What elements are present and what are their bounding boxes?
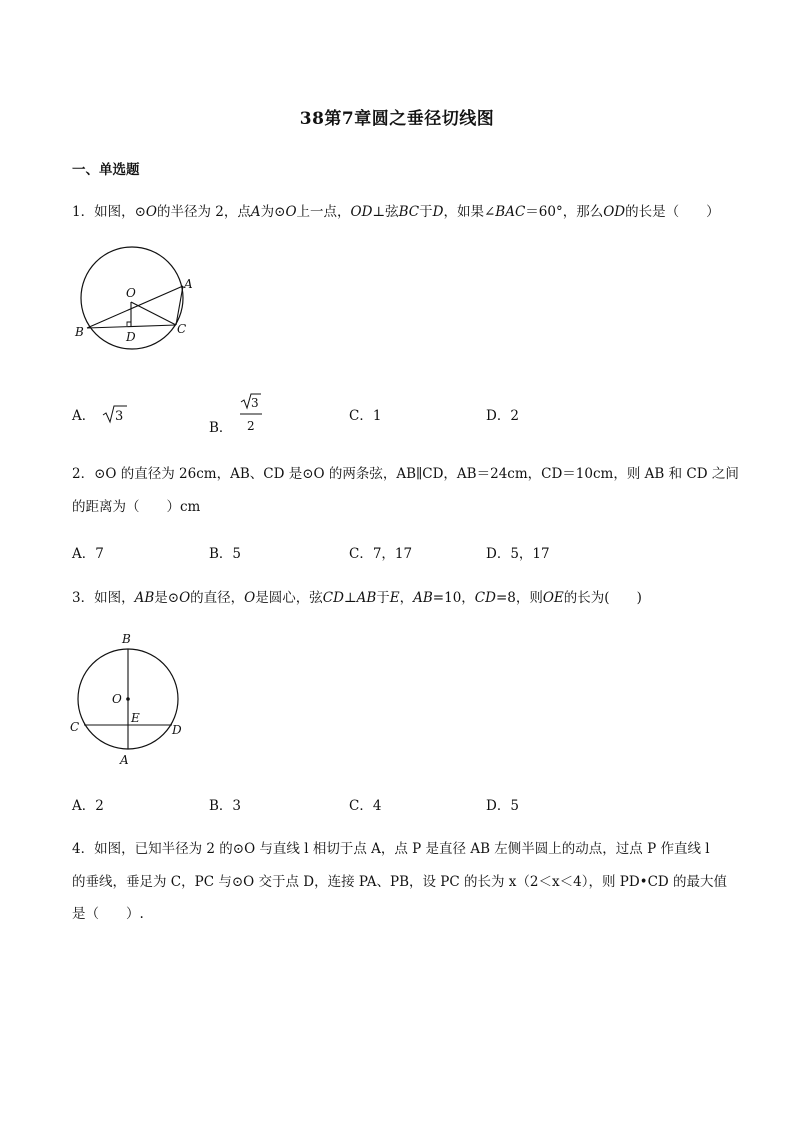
label-C: C: [70, 720, 80, 734]
label-B: B: [122, 632, 131, 646]
q3-option-a[interactable]: A．2: [72, 798, 104, 814]
q1-option-c[interactable]: C．1: [349, 408, 382, 424]
label-O: O: [126, 286, 136, 300]
question-4-line-1: 4．如图，已知半径为 2 的⊙O 与直线 l 相切于点 A，点 P 是直径 AB 左侧半圆上的动点，过点 P 作直线 l: [72, 841, 710, 857]
label-O: O: [112, 692, 122, 706]
label-C: C: [177, 322, 187, 336]
question-2-line-1: 2．⊙O 的直径为 26cm，AB、CD 是⊙O 的两条弦，AB∥CD，AB＝24cm，CD＝10cm，则 AB 和 CD 之间: [72, 466, 739, 482]
label-A: A: [184, 277, 193, 291]
q2-option-a[interactable]: A．7: [72, 546, 104, 562]
q1-option-a[interactable]: A． 3: [72, 404, 128, 424]
svg-text:3: 3: [250, 396, 259, 410]
question-1-figure: [70, 240, 205, 360]
label-D: D: [172, 723, 182, 737]
label-E: E: [131, 711, 140, 725]
page-title: 38第7章圆之垂径切线图: [299, 109, 495, 129]
q1-option-b[interactable]: B． 3 2: [209, 392, 263, 440]
q2-option-b[interactable]: B．5: [209, 546, 242, 562]
question-4-line-2: 的垂线，垂足为 C，PC 与⊙O 交于点 D，连接 PA、PB，设 PC 的长为 x（2＜x＜4），则 PD•CD 的最大值: [72, 874, 728, 890]
label-A: A: [120, 753, 129, 767]
question-1-stem: 1．如图，⊙O的半径为 2，点A为⊙O上一点，OD⊥弦BC于D，如果∠BAC＝60°，那么OD的长是（ ）: [72, 204, 720, 220]
question-4-line-3: 是（ ）.: [72, 906, 144, 922]
q3-option-d[interactable]: D．5: [486, 798, 519, 814]
question-3-stem: 3．如图，AB是⊙O的直径，O是圆心，弦CD⊥AB于E，AB=10，CD=8，则OE的长为( ): [72, 590, 642, 606]
q2-option-c[interactable]: C．7，17: [349, 546, 413, 562]
section-heading: 一、单选题: [72, 162, 140, 178]
q3-option-c[interactable]: C．4: [349, 798, 382, 814]
q2-option-d[interactable]: D．5，17: [486, 546, 550, 562]
q3-option-b[interactable]: B．3: [209, 798, 242, 814]
question-2-line-2: 的距离为（ ）cm: [72, 499, 201, 515]
question-3-figure: [64, 628, 194, 770]
svg-text:3: 3: [114, 409, 123, 424]
label-B: B: [75, 325, 84, 339]
label-D: D: [126, 330, 136, 344]
svg-text:2: 2: [246, 419, 255, 433]
q1-option-d[interactable]: D．2: [486, 408, 519, 424]
